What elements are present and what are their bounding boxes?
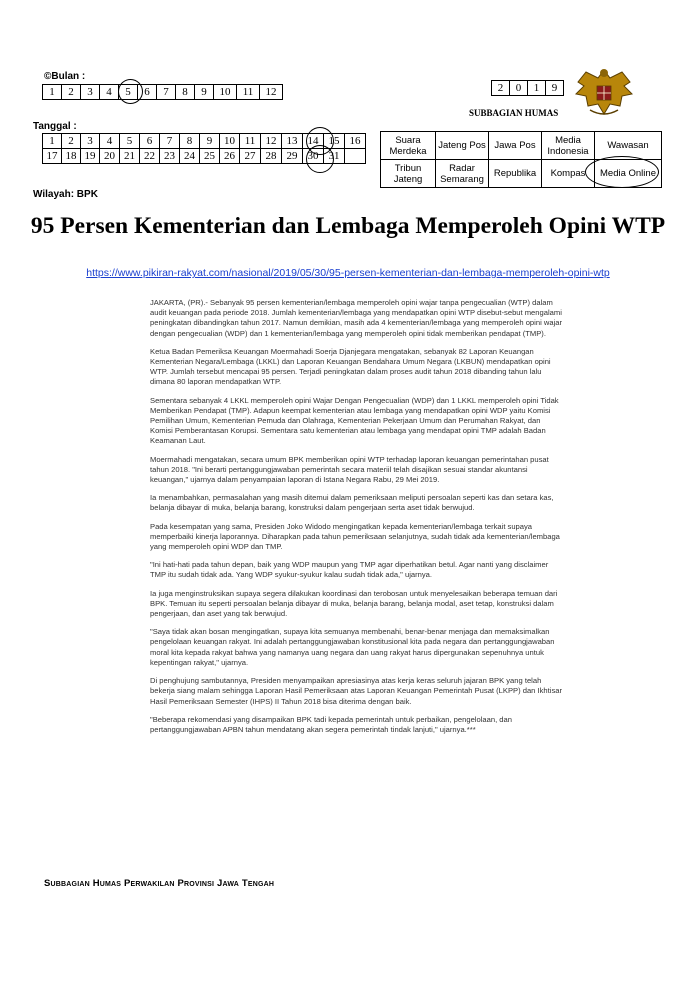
- article-url-link[interactable]: https://www.pikiran-rakyat.com/nasional/2019/05/30/95-persen-kementerian-dan-lembaga-memperoleh-opini-wtp: [86, 267, 610, 279]
- article-paragraph: Ia juga menginstruksikan supaya segera dilakukan koordinasi dan terobosan untuk menyelesaikan beberapa temuan dari BPK. Temuan itu seperti persoalan belanja dibayar di muka, belanja barang, belanja modal, aset tetap, konstruksi dalam pengerjaan, dan aset yang tak berwujud.: [150, 588, 558, 619]
- bulan-cell: 5: [119, 85, 138, 100]
- article-body: [150, 298, 562, 743]
- tanggal-cell: 4: [100, 134, 120, 149]
- tanggal-cell: 8: [180, 134, 200, 149]
- bulan-cell: 6: [138, 85, 157, 100]
- tanggal-cell: 2: [62, 134, 81, 149]
- tanggal-cell: 23: [160, 149, 180, 164]
- tanggal-cell: 30: [303, 149, 324, 164]
- bulan-cell: 9: [195, 85, 214, 100]
- org-label: SUBBAGIAN HUMAS: [469, 108, 559, 118]
- media-cell: Kompas: [542, 160, 595, 188]
- tanggal-cell: 22: [140, 149, 160, 164]
- year-digit-cell: 1: [528, 81, 546, 96]
- tanggal-cell: 15: [324, 134, 345, 149]
- bulan-cell: 1: [43, 85, 62, 100]
- media-cell: Suara Merdeka: [381, 132, 436, 160]
- bulan-cell: 2: [62, 85, 81, 100]
- tanggal-cell: 12: [261, 134, 282, 149]
- selected-date-circle-30: [306, 145, 334, 173]
- tanggal-label: Tanggal :: [33, 121, 77, 132]
- selected-month-circle: [118, 79, 143, 104]
- year-digit-cell: 2: [492, 81, 510, 96]
- article-paragraph: Sementara sebanyak 4 LKKL memperoleh opini Wajar Dengan Pengecualian (WDP) dan 1 LKKL memperoleh opini Tidak Memberikan Pendapat (TMP). Adapun keempat kementerian atau lembaga yang mendapatkan opini WDP yaitu Komisi Pemilihan Umum, Kementerian Pemuda dan Olahraga, Kementerian Pekerjaan Umum dan Perumahan Rakyat, dan Komisi Pemberantasan Korupsi. Sementara satu kementerian atau lembaga yang mendapat opini TMP adalah Badan Keamanan Laut.: [150, 395, 559, 446]
- article-paragraph: Pada kesempatan yang sama, Presiden Joko Widodo mengingatkan kepada kementerian/lembaga terkait supaya memperbaiki kinerja laporannya. Diharapkan pada tahun pemeriksaan selanjutnya, sudah tidak ada kementerian/lembaga yang memperoleh opini WDP dan TMP.: [150, 521, 560, 552]
- bulan-cell: 8: [176, 85, 195, 100]
- wilayah-label: Wilayah: BPK: [33, 189, 98, 200]
- tanggal-cell: 1: [43, 134, 62, 149]
- media-cell: Media Online: [595, 160, 662, 188]
- bulan-cell: 12: [260, 85, 283, 100]
- media-cell: Radar Semarang: [436, 160, 489, 188]
- tanggal-cell: 5: [120, 134, 140, 149]
- media-cell: Jawa Pos: [489, 132, 542, 160]
- tanggal-cell: 26: [220, 149, 240, 164]
- article-paragraph: "Beberapa rekomendasi yang disampaikan BPK tadi kepada pemerintah untuk perbaikan, pengelolaan, dan pertanggungjawaban APBN tahun mendatang akan segera pemerintah tindak lanjuti," ujarnya.***: [150, 714, 512, 734]
- tanggal-cell: 20: [100, 149, 120, 164]
- tanggal-cell: 6: [140, 134, 160, 149]
- tanggal-cell: 27: [240, 149, 261, 164]
- media-cell: Republika: [489, 160, 542, 188]
- bulan-cell: 7: [157, 85, 176, 100]
- year-digit-cell: 0: [510, 81, 528, 96]
- tanggal-cell: 31: [324, 149, 345, 164]
- article-paragraph: "Saya tidak akan bosan mengingatkan, supaya kita semuanya membenahi, benar-benar menjaga dan memaksimalkan pengelolaan keuangan rakyat. Ini adalah pertanggungjawaban konstitusional kita pada negara dan pertanggungjawaban moral kita kepada rakyat bahwa yang namanya uang negara dan uang rakyat harus dipergunakan sepenuhnya untuk kepentingan rakyat," ujarnya.: [150, 627, 555, 667]
- tanggal-cell: 10: [220, 134, 240, 149]
- bulan-cell: 4: [100, 85, 119, 100]
- year-grid: [491, 80, 564, 96]
- bulan-cell: 11: [237, 85, 260, 100]
- media-cell: Tribun Jateng: [381, 160, 436, 188]
- media-cell: Wawasan: [595, 132, 662, 160]
- tanggal-cell: 7: [160, 134, 180, 149]
- tanggal-cell: 14: [303, 134, 324, 149]
- footer-org: Subbagian Humas Perwakilan Provinsi Jawa Tengah: [44, 878, 275, 889]
- article-title: 95 Persen Kementerian dan Lembaga Memperoleh Opini WTP: [30, 213, 666, 239]
- article-paragraph: JAKARTA, (PR).- Sebanyak 95 persen kementerian/lembaga memperoleh opini wajar tanpa pengecualian (WTP) dalam audit keuangan pada periode 2018. Jumlah kementerian/lembaga yang mendapatkan opini WTP disebut-sebut mengalami peningkatan dibandingkan tahun 2017. Namun demikian, masih ada 4 kementerian/lembaga yang memperoleh opini wajar dengan pengecualian (WDP) dan 1 kementerian/lembaga yang memperoleh opini tidak memberikan pendapat (TMP).: [150, 298, 563, 338]
- tanggal-cell: 24: [180, 149, 200, 164]
- selected-media-circle: [585, 156, 659, 188]
- article-paragraph: Moermahadi mengatakan, secara umum BPK memberikan opini WTP terhadap laporan keuangan pemerintahan pusat tahun 2018. "Ini berarti pertanggungjawaban pemerintah secara materiil telah disajikan sesuai standar akuntansi keuangan," ujarnya dalam penyampaian laporan di Istana Negara Rabu, 29 Mei 2019.: [150, 454, 549, 485]
- tanggal-cell: 9: [200, 134, 220, 149]
- tanggal-cell-empty: [345, 149, 366, 164]
- tanggal-cell: 16: [345, 134, 366, 149]
- tanggal-cell: 29: [282, 149, 303, 164]
- bulan-cell: 10: [214, 85, 237, 100]
- media-cell: Jateng Pos: [436, 132, 489, 160]
- article-paragraph: "Ini hati-hati pada tahun depan, baik yang WDP maupun yang TMP agar diperhatikan betul. Agar nanti yang disclaimer TMP itu sudah tidak ada. Yang WDP syukur-syukur kalau sudah tidak ada," ujarnya.: [150, 560, 549, 580]
- bulan-cell: 3: [81, 85, 100, 100]
- year-digit-cell: 9: [546, 81, 564, 96]
- tanggal-cell: 13: [282, 134, 303, 149]
- tanggal-cell: 19: [81, 149, 100, 164]
- tanggal-cell: 28: [261, 149, 282, 164]
- tanggal-cell: 21: [120, 149, 140, 164]
- garuda-emblem-icon: [572, 64, 636, 120]
- article-paragraph: Ia menambahkan, permasalahan yang masih ditemui dalam pemeriksaan meliputi persoalan seperti kas dan setara kas, belanja dibayar di muka, belanja barang, konstruksi dalam pengerjaan serta aset tidak berwujud.: [150, 493, 554, 513]
- tanggal-cell: 11: [240, 134, 261, 149]
- tanggal-cell: 18: [62, 149, 81, 164]
- tanggal-cell: 17: [43, 149, 62, 164]
- tanggal-cell: 3: [81, 134, 100, 149]
- media-cell: Media Indonesia: [542, 132, 595, 160]
- article-paragraph: Di penghujung sambutannya, Presiden menyampaikan apresiasinya atas kerja keras seluruh jajaran BPK yang telah bekerja siang malam sehingga Laporan Hasil Pemeriksaan atas Laporan Keuangan Pemerintah Pusat (LKPP) dan Ikhtisar Hasil Pemeriksaan Semester (IHPS) II Tahun 2018 bisa diterima dengan baik.: [150, 676, 562, 706]
- article-paragraph: Ketua Badan Pemeriksa Keuangan Moermahadi Soerja Djanjegara mengatakan, sebanyak 82 Laporan Keuangan Kementerian Negara/Lembaga (LKKL) dan Laporan Keuangan Bendahara Umum Negara (LKBUN) mendapatkan opini WTP. Jumlah tersebut mencapai 95 persen. Terjadi peningkatan dalam proses audit tahun 2018 dibanding tahun lalu dimana 80 laporan mendapatkan WTP.: [150, 346, 551, 387]
- bulan-grid: [42, 84, 283, 100]
- tanggal-cell: 25: [200, 149, 220, 164]
- bulan-label: ©Bulan :: [44, 71, 86, 82]
